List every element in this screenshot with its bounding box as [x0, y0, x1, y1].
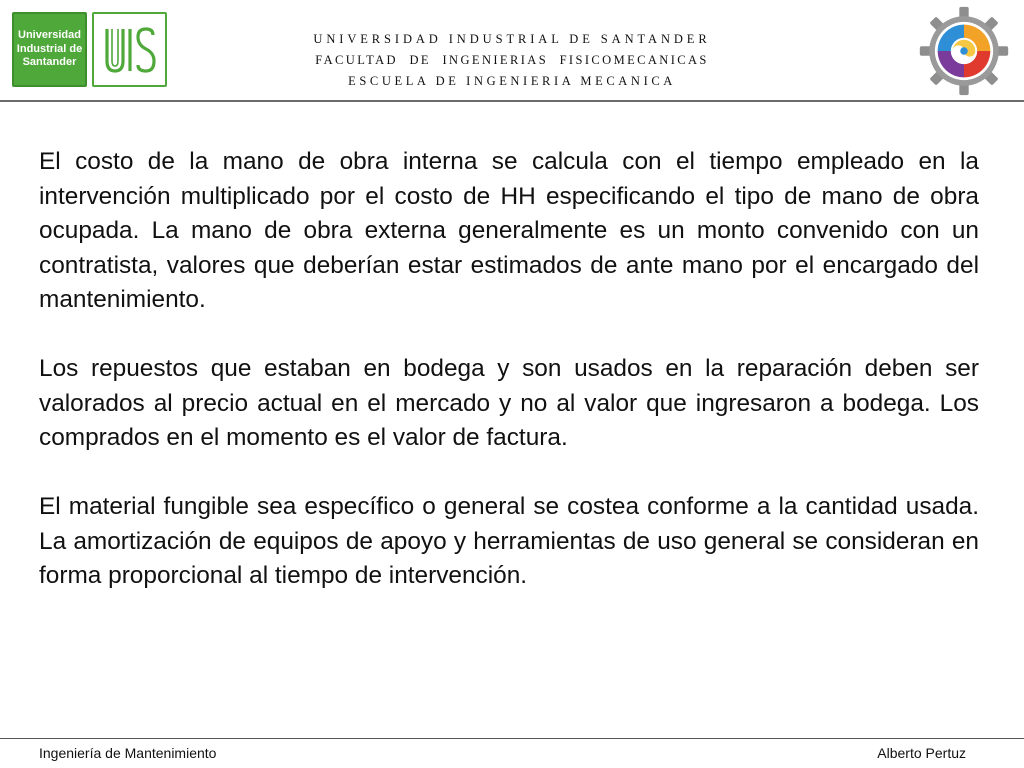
faculty-name: FACULTAD DE INGENIERIAS FISICOMECANICAS [315, 53, 709, 67]
gear-swirl-logo-icon [917, 4, 1011, 98]
footer-author: Alberto Pertuz [877, 745, 966, 761]
university-name: UNIVERSIDAD INDUSTRIAL DE SANTANDER [313, 32, 711, 46]
uis-name-logo [12, 12, 87, 87]
institution-header [200, 29, 824, 92]
paragraph-labor-cost: El costo de la mano de obra interna se calcula con el tiempo empleado en la intervención multiplicado por el costo de HH especificando el tipo de mano de obra ocupada. La mano de obra externa generalmente es un monto convenido con un contratista, valores que deberían estar estimados de ante mano por el encargado del mantenimiento. [39, 148, 979, 313]
footer-divider [0, 738, 1024, 739]
logo-text-line-3: Santander [22, 56, 77, 69]
paragraph-consumables: El material fungible sea específico o general se costea conforme a la cantidad usada. La amortización de equipos de apoyo y herramientas de uso general se consideran en forma proporcional al tiempo de intervención. [39, 493, 979, 589]
school-name: ESCUELA DE INGENIERIA MECANICA [348, 74, 676, 88]
paragraph-spare-parts: Los repuestos que estaban en bodega y son usados en la reparación deben ser valorados al precio actual en el mercado y no al valor que ingresaron a bodega. Los comprados en el momento es el valor de factura. [39, 355, 979, 451]
footer-course: Ingeniería de Mantenimiento [39, 745, 217, 761]
header-divider [0, 100, 1024, 102]
logo-text-line-1: Universidad [18, 29, 81, 42]
uis-mark-logo [92, 12, 167, 87]
uis-monogram-icon [101, 21, 159, 79]
slide-body [39, 145, 979, 628]
logo-text-line-2: Industrial de [16, 42, 83, 55]
